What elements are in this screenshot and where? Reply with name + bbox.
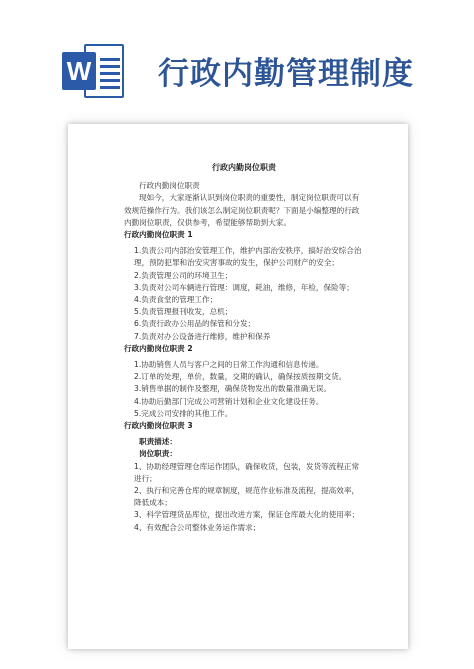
section-heading-3: 行政内勤岗位职责 3: [124, 421, 193, 431]
document-page: [68, 124, 408, 649]
list-item: 2.负责管理公司的环境卫生；: [134, 270, 233, 280]
list-item: 1、协助经理管理仓库运作团队，确保收货，包装，发货等流程正常进行；: [134, 461, 360, 483]
list-item: 3.销售单据的制作及整理，确保货物发出的数量准确无误。: [134, 384, 332, 394]
list-item: 2.订单的处理，单价，数量，交期的确认，确保按质按期交货。: [134, 372, 347, 382]
intro-label: 行政内勤岗位职责: [139, 181, 200, 191]
list-item: 2、执行和完善仓库的规章制度，规范作业标准及流程，提高效率，降低成本；: [134, 486, 360, 508]
subheading-job-duties: 岗位职责：: [139, 449, 177, 459]
list-item: 5.完成公司安排的其他工作。: [134, 408, 233, 418]
intro-paragraph: 现如今，大家逐渐认识到岗位职责的重要性，制定岗位职责可以有效规范操作行为。我们该怎么制定岗位职责呢？下面是小编整理的行政内勤岗位职责，仅供参考，希望能够帮助到大家。: [124, 193, 360, 227]
page-header: [0, 0, 474, 118]
subheading-duty-description: 职责描述：: [139, 437, 177, 447]
list-item: 4、有效配合公司整体业务运作需求；: [134, 522, 261, 532]
list-item: 1.负责公司内部治安管理工作，维护内部治安秩序，搞好治安综合治理，预防犯罪和治安灾害事故的发生，保护公司财产的安全；: [134, 246, 362, 268]
list-item: 3、科学管理货品库位，提出改进方案，保证仓库最大化的使用率；: [134, 510, 360, 520]
list-item: 5.负责管理报刊收发，总机；: [134, 307, 233, 317]
section-heading-1: 行政内勤岗位职责 1: [124, 230, 193, 240]
document-title: 行政内勤岗位职责: [212, 163, 276, 172]
list-item: 3.负责对公司车辆进行管理：调度，耗油，维修，年检，保险等；: [134, 282, 354, 292]
list-item: 6.负责行政办公用品的保管和分发；: [134, 319, 256, 329]
list-item: 7.负责对办公设备进行维修，维护和保养: [134, 331, 271, 341]
list-item: 4.负责食堂的管理工作；: [134, 295, 218, 305]
word-document-icon: [62, 42, 126, 100]
word-logo-letter: W: [62, 52, 96, 90]
list-item: 4.协助后勤部门完成公司营销计划和企业文化建设任务。: [134, 396, 324, 406]
document-content: [124, 162, 364, 534]
section-heading-2: 行政内勤岗位职责 2: [124, 343, 193, 353]
list-item: 1.协助销售人员与客户之间的日常工作沟通和信息传递。: [134, 360, 324, 370]
main-title: 行政内勤管理制度: [158, 56, 414, 92]
